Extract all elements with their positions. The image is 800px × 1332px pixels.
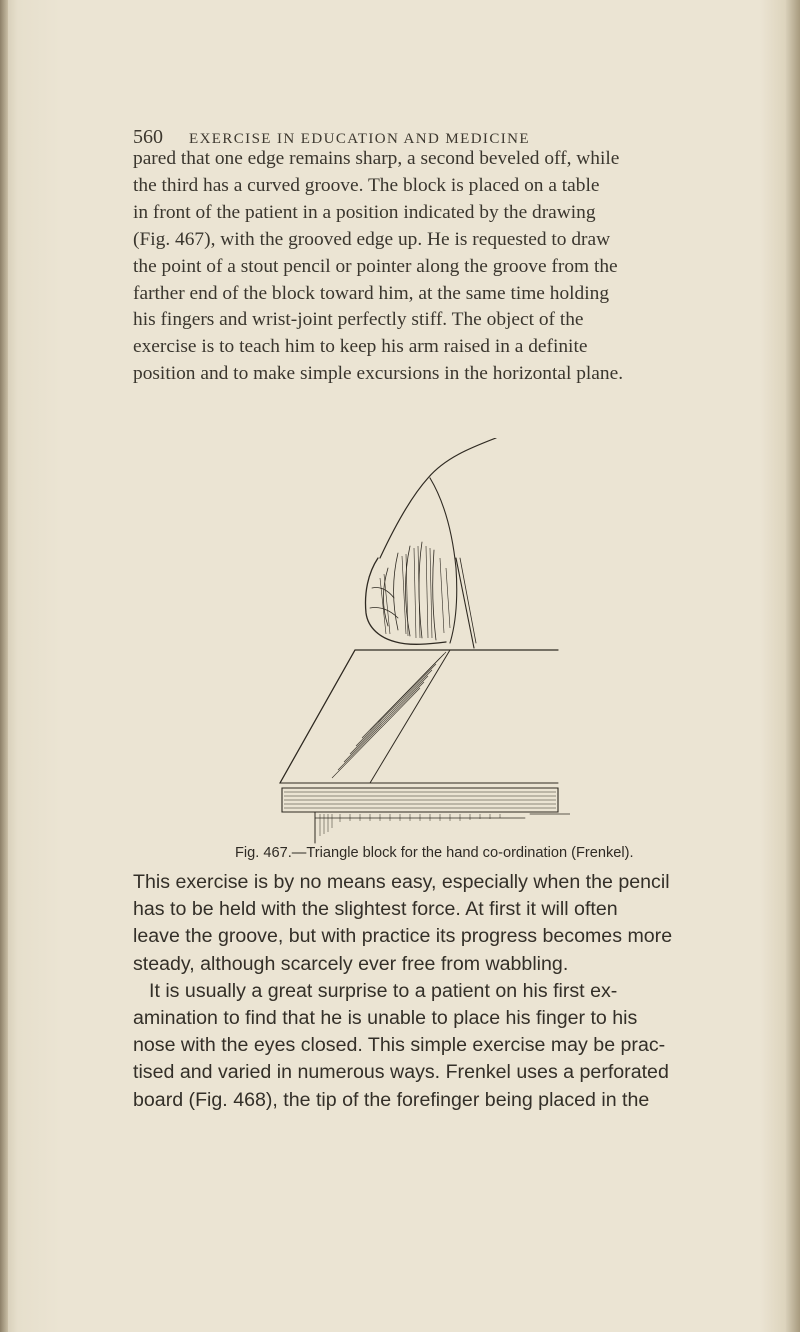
text-line: tised and varied in numerous ways. Frenkel uses a perforated <box>133 1061 669 1084</box>
text-line: the point of a stout pencil or pointer along the groove from the <box>133 255 618 277</box>
text-line: steady, although scarcely ever free from wabbling. <box>133 952 569 975</box>
text-line: This exercise is by no means easy, especially when the pencil <box>133 871 670 893</box>
page-right-edge <box>786 0 800 1332</box>
paragraph-2 <box>133 869 773 1114</box>
text-line: has to be held with the slightest force. At first it will often <box>133 898 618 921</box>
page-number: 560 <box>133 126 163 148</box>
text-line: nose with the eyes closed. This simple exercise may be prac- <box>133 1034 666 1057</box>
triangle-block-illustration <box>270 438 570 863</box>
text-line: (Fig. 467), with the grooved edge up. He is requested to draw <box>133 228 611 250</box>
text-line: amination to find that he is unable to place his finger to his <box>133 1007 638 1030</box>
text-line: board (Fig. 468), the tip of the forefinger being placed in the <box>133 1088 650 1111</box>
figure-caption: Fig. 467.—Triangle block for the hand co-ordination (Frenkel). <box>235 845 634 861</box>
paragraph-1 <box>133 146 773 388</box>
text-line: It is usually a great surprise to a patient on his first ex- <box>149 979 618 1002</box>
text-line: his fingers and wrist-joint perfectly stiff. The object of the <box>133 309 584 331</box>
text-line: exercise is to teach him to keep his arm raised in a definite <box>133 336 588 358</box>
text-line: in front of the patient in a position indicated by the drawing <box>133 201 596 223</box>
text-line: pared that one edge remains sharp, a second beveled off, while <box>133 148 620 169</box>
running-title: EXERCISE IN EDUCATION AND MEDICINE <box>189 131 530 147</box>
text-line: farther end of the block toward him, at the same time holding <box>133 282 610 304</box>
text-line: leave the groove, but with practice its progress becomes more <box>133 925 673 948</box>
figure-467 <box>270 438 570 863</box>
page-left-edge <box>0 0 8 1332</box>
text-line: position and to make simple excursions in the horizontal plane. <box>133 363 624 385</box>
text-line: the third has a curved groove. The block is placed on a table <box>133 174 600 196</box>
